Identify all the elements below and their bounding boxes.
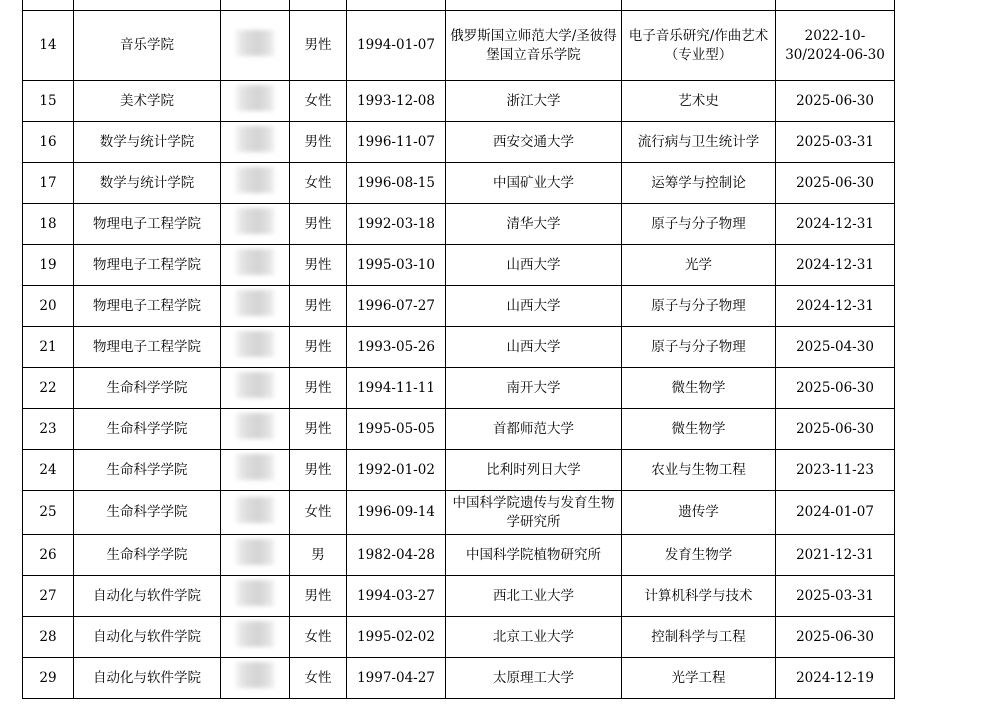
cell-number-text: 26	[39, 546, 57, 563]
table-row	[23, 286, 895, 327]
cell-number-text: 24	[39, 461, 57, 478]
cell-gender-text: 男性	[304, 215, 332, 232]
cell-gender	[290, 658, 347, 699]
table-row	[23, 163, 895, 204]
cell-major	[622, 409, 776, 450]
cell-graduate-school	[446, 245, 622, 286]
cell-birthdate-text: 1994-01-07	[357, 37, 435, 53]
cell-date	[776, 658, 895, 699]
cell-number-text: 14	[39, 37, 57, 53]
cell-graduate-school	[446, 327, 622, 368]
cell-birthdate-text: 1994-03-27	[357, 587, 435, 604]
cell-birthdate-text: 1993-05-26	[357, 338, 435, 355]
cell-birthdate	[347, 81, 446, 122]
cell-graduate-school-text: 山西大学	[506, 256, 561, 273]
cell-college-text: 生命科学学院	[106, 420, 188, 437]
cell-name-redacted	[221, 204, 290, 245]
cell-major	[622, 535, 776, 576]
cell-major	[622, 122, 776, 163]
cell-college	[74, 11, 221, 81]
cell-college	[74, 286, 221, 327]
cell-number-text: 19	[39, 256, 57, 273]
cell-college	[74, 658, 221, 699]
cell-date-text: 2025-06-30	[796, 628, 874, 645]
cell-major-text: 微生物学	[671, 420, 726, 437]
cell-date	[776, 11, 895, 81]
cell-date	[776, 204, 895, 245]
cell-date	[776, 163, 895, 204]
redaction-blur	[236, 290, 274, 316]
cell-major	[622, 163, 776, 204]
cell-date-text: 2023-11-23	[796, 461, 874, 478]
table-row	[23, 409, 895, 450]
cell-graduate-school	[446, 409, 622, 450]
cell-gender-text: 女性	[304, 504, 332, 520]
cell-graduate-school-text: 比利时列日大学	[486, 461, 581, 478]
cell-gender	[290, 11, 347, 81]
cell-date-text: 2021-12-31	[796, 546, 874, 563]
cell-birthdate	[347, 11, 446, 81]
cell-college	[74, 450, 221, 491]
redaction-blur	[236, 167, 274, 193]
cell-birthdate	[347, 409, 446, 450]
cell-date	[776, 450, 895, 491]
cell-date-text: 2024-12-19	[796, 669, 874, 686]
cell-birthdate	[347, 450, 446, 491]
table-row	[23, 491, 895, 535]
cell-name-redacted	[221, 81, 290, 122]
cell-college	[74, 204, 221, 245]
cell-birthdate-text: 1992-03-18	[357, 215, 435, 232]
cell-major	[622, 245, 776, 286]
redaction-blur	[236, 372, 274, 398]
cell-graduate-school	[446, 535, 622, 576]
cell-graduate-school	[446, 122, 622, 163]
cell-graduate-school	[446, 11, 622, 81]
cell-gender-text: 女性	[304, 628, 332, 645]
cell-college	[74, 245, 221, 286]
cell-name-redacted	[221, 327, 290, 368]
cell-number-text: 22	[39, 379, 57, 396]
cell-name-redacted	[221, 535, 290, 576]
cell-major	[622, 11, 776, 81]
roster-body	[23, 0, 895, 699]
cell-gender-text: 女性	[304, 669, 332, 686]
cell-gender	[290, 245, 347, 286]
cell-graduate-school-text: 西北工业大学	[493, 587, 574, 604]
cell-graduate-school-text: 太原理工大学	[493, 669, 574, 686]
cell-birthdate-text: 1997-04-27	[357, 669, 435, 686]
cell-name-redacted	[221, 658, 290, 699]
cell-number-text: 16	[39, 133, 57, 150]
cell-gender-text: 男性	[304, 587, 332, 604]
cell-date-text: 2024-01-07	[796, 504, 874, 520]
cell-birthdate	[347, 204, 446, 245]
cell-gender-text: 男	[311, 546, 325, 563]
cell-date-text: 2022-10-30/2024-06-30	[785, 27, 885, 63]
redaction-blur	[236, 331, 274, 357]
cell-date-text: 2025-06-30	[796, 174, 874, 191]
cell-gender-text: 男性	[304, 133, 332, 150]
cell-number	[23, 11, 74, 81]
cell-gender	[290, 122, 347, 163]
redaction-blur	[236, 621, 274, 647]
cell-major	[622, 204, 776, 245]
cell-graduate-school-text: 北京工业大学	[493, 628, 574, 645]
redaction-blur	[236, 30, 274, 56]
cell-birthdate	[347, 535, 446, 576]
cell-college	[74, 576, 221, 617]
cell-name-redacted	[221, 409, 290, 450]
table-row	[23, 122, 895, 163]
cell-number	[23, 409, 74, 450]
cell-college-text: 物理电子工程学院	[93, 256, 201, 273]
cell-college-text: 生命科学学院	[106, 461, 188, 478]
table-row	[23, 617, 895, 658]
cell-number-text: 18	[39, 215, 57, 232]
redaction-blur	[236, 580, 274, 606]
cell-major	[622, 658, 776, 699]
cell-date	[776, 122, 895, 163]
cell-major	[622, 368, 776, 409]
table-row	[23, 658, 895, 699]
cell-college	[74, 163, 221, 204]
cell-college-text: 生命科学学院	[106, 546, 188, 563]
cell-number-text: 23	[39, 420, 57, 437]
cell-college	[74, 617, 221, 658]
table-row	[23, 81, 895, 122]
cell-college-text: 物理电子工程学院	[93, 215, 201, 232]
cell-number	[23, 81, 74, 122]
cell-date-text: 2024-12-31	[796, 297, 874, 314]
cell-name-redacted	[221, 11, 290, 81]
cell-major-text: 原子与分子物理	[651, 338, 746, 355]
cell-major	[622, 617, 776, 658]
cell-major-text: 控制科学与工程	[651, 628, 746, 645]
cell-gender	[290, 81, 347, 122]
table-row	[23, 204, 895, 245]
cell-college-text: 美术学院	[120, 92, 174, 109]
cell-number-text: 20	[39, 297, 57, 314]
cell-number	[23, 491, 74, 535]
cell-graduate-school	[446, 368, 622, 409]
cell-gender	[290, 617, 347, 658]
cell-college-text: 生命科学学院	[106, 379, 188, 396]
table-row-partial	[23, 0, 895, 11]
cell-college-text: 数学与统计学院	[99, 174, 195, 191]
cell-number-text: 27	[39, 587, 57, 604]
cell-number	[23, 535, 74, 576]
cell-birthdate-text: 1982-04-28	[357, 546, 435, 563]
cell-graduate-school	[446, 450, 622, 491]
cell-gender-text: 男性	[304, 297, 332, 314]
cell-college-text: 物理电子工程学院	[93, 338, 201, 355]
cell-birthdate	[347, 327, 446, 368]
cell-number	[23, 122, 74, 163]
cell-graduate-school-text: 浙江大学	[506, 92, 561, 109]
cell-major-text: 原子与分子物理	[651, 297, 746, 314]
cell-major-text: 农业与生物工程	[651, 461, 746, 478]
cell-name-redacted	[221, 286, 290, 327]
cell-graduate-school-text: 山西大学	[506, 297, 561, 314]
cell-major	[622, 286, 776, 327]
redaction-blur	[236, 85, 274, 111]
redaction-blur	[236, 126, 274, 152]
cell-gender-text: 男性	[304, 461, 332, 478]
cell-number	[23, 368, 74, 409]
cell-major-text: 遗传学	[678, 504, 719, 520]
cell-gender	[290, 368, 347, 409]
cell-gender-text: 男性	[304, 37, 332, 53]
cell-date	[776, 327, 895, 368]
cell-date	[776, 576, 895, 617]
cell-date	[776, 81, 895, 122]
roster-table	[22, 0, 895, 699]
table-row	[23, 368, 895, 409]
cell-birthdate-text: 1995-05-05	[357, 420, 435, 437]
cell-number	[23, 576, 74, 617]
cell-major-text: 流行病与卫生统计学	[637, 133, 760, 150]
redaction-blur	[236, 208, 274, 234]
cell-major-text: 发育生物学	[664, 546, 733, 563]
cell-college-text: 音乐学院	[120, 37, 174, 53]
cell-date-text: 2025-06-30	[796, 379, 874, 396]
redaction-blur	[236, 249, 274, 275]
cell-date	[776, 286, 895, 327]
cell-graduate-school-text: 山西大学	[506, 338, 561, 355]
cell-gender-text: 女性	[304, 174, 332, 191]
cell-gender	[290, 491, 347, 535]
cell-birthdate	[347, 286, 446, 327]
cell-birthdate	[347, 163, 446, 204]
cell-major	[622, 81, 776, 122]
redaction-blur	[236, 413, 274, 439]
cell-gender-text: 女性	[304, 92, 332, 109]
cell-birthdate-text: 1995-02-02	[357, 628, 435, 645]
cell-college-text: 物理电子工程学院	[93, 297, 201, 314]
cell-number	[23, 327, 74, 368]
cell-college-text: 自动化与软件学院	[93, 628, 201, 645]
cell-graduate-school-text: 中国矿业大学	[493, 174, 574, 191]
cell-name-redacted	[221, 163, 290, 204]
cell-gender	[290, 450, 347, 491]
cell-birthdate	[347, 658, 446, 699]
cell-gender	[290, 576, 347, 617]
cell-college	[74, 122, 221, 163]
cell-date	[776, 617, 895, 658]
cell-graduate-school	[446, 617, 622, 658]
cell-date	[776, 535, 895, 576]
cell-graduate-school	[446, 204, 622, 245]
cell-gender	[290, 535, 347, 576]
cell-graduate-school-text: 首都师范大学	[493, 420, 574, 437]
cell-college-text: 生命科学学院	[106, 504, 188, 520]
cell-birthdate	[347, 617, 446, 658]
cell-gender	[290, 163, 347, 204]
cell-gender-text: 男性	[304, 338, 332, 355]
cell-date-text: 2025-03-31	[796, 587, 874, 604]
cell-date-text: 2025-06-30	[796, 420, 874, 437]
cell-date-text: 2024-12-31	[796, 256, 874, 273]
cell-name-redacted	[221, 576, 290, 617]
cell-birthdate	[347, 368, 446, 409]
table-row	[23, 576, 895, 617]
cell-birthdate-text: 1996-08-15	[357, 174, 435, 191]
cell-graduate-school	[446, 576, 622, 617]
cell-gender-text: 男性	[304, 420, 332, 437]
cell-college	[74, 491, 221, 535]
table-row	[23, 245, 895, 286]
table-row	[23, 535, 895, 576]
cell-major-text: 原子与分子物理	[651, 215, 746, 232]
cell-graduate-school-text: 中国科学院植物研究所	[466, 546, 601, 563]
cell-date	[776, 491, 895, 535]
cell-number-text: 15	[39, 92, 57, 109]
cell-major	[622, 491, 776, 535]
cell-graduate-school-text: 西安交通大学	[493, 133, 574, 150]
cell-college	[74, 535, 221, 576]
cell-gender	[290, 204, 347, 245]
cell-number	[23, 617, 74, 658]
cell-name-redacted	[221, 491, 290, 535]
cell-date-text: 2025-03-31	[796, 133, 874, 150]
cell-major	[622, 327, 776, 368]
cell-number-text: 21	[39, 338, 57, 355]
cell-date	[776, 368, 895, 409]
cell-gender-text: 男性	[304, 256, 332, 273]
cell-gender	[290, 286, 347, 327]
cell-number	[23, 658, 74, 699]
cell-birthdate-text: 1994-11-11	[357, 379, 435, 396]
cell-birthdate	[347, 245, 446, 286]
cell-gender	[290, 409, 347, 450]
cell-birthdate-text: 1993-12-08	[357, 92, 435, 109]
cell-number	[23, 204, 74, 245]
cell-gender-text: 男性	[304, 379, 332, 396]
cell-major-text: 运筹学与控制论	[651, 174, 746, 191]
cell-birthdate	[347, 576, 446, 617]
cell-number	[23, 286, 74, 327]
cell-birthdate-text: 1996-07-27	[357, 297, 435, 314]
table-row	[23, 450, 895, 491]
cell-major-text: 电子音乐研究/作曲艺术（专业型）	[628, 27, 769, 63]
cell-date	[776, 245, 895, 286]
cell-graduate-school-text: 清华大学	[506, 215, 561, 232]
cell-college-text: 自动化与软件学院	[93, 669, 201, 686]
cell-birthdate-text: 1996-11-07	[357, 133, 435, 150]
cell-graduate-school-text: 中国科学院遗传与发育生物学研究所	[452, 494, 615, 530]
cell-college	[74, 368, 221, 409]
cell-graduate-school-text: 南开大学	[506, 379, 561, 396]
cell-graduate-school	[446, 286, 622, 327]
cell-number-text: 28	[39, 628, 57, 645]
redaction-blur	[236, 497, 274, 523]
cell-number	[23, 163, 74, 204]
cell-birthdate-text: 1992-01-02	[357, 461, 435, 478]
cell-graduate-school	[446, 81, 622, 122]
cell-name-redacted	[221, 368, 290, 409]
cell-birthdate	[347, 122, 446, 163]
cell-college	[74, 327, 221, 368]
cell-gender	[290, 327, 347, 368]
cell-major-text: 计算机科学与技术	[644, 587, 753, 604]
cell-graduate-school	[446, 491, 622, 535]
cell-graduate-school	[446, 163, 622, 204]
table-row	[23, 11, 895, 81]
cell-major-text: 微生物学	[671, 379, 726, 396]
cell-college	[74, 81, 221, 122]
cell-major-text: 光学	[685, 256, 712, 273]
redaction-blur	[236, 662, 274, 688]
cell-name-redacted	[221, 617, 290, 658]
cell-major	[622, 450, 776, 491]
cell-birthdate-text: 1996-09-14	[357, 504, 435, 520]
cell-number-text: 25	[39, 504, 57, 520]
redaction-blur	[236, 539, 274, 565]
cell-number-text: 29	[39, 669, 57, 686]
cell-number	[23, 245, 74, 286]
redaction-blur	[236, 454, 274, 480]
cell-name-redacted	[221, 450, 290, 491]
cell-name-redacted	[221, 122, 290, 163]
cell-date-text: 2024-12-31	[796, 215, 874, 232]
cell-date-text: 2025-04-30	[796, 338, 874, 355]
cell-major-text: 艺术史	[678, 92, 719, 109]
cell-date-text: 2025-06-30	[796, 92, 874, 109]
cell-college-text: 数学与统计学院	[99, 133, 195, 150]
cell-college	[74, 409, 221, 450]
cell-graduate-school	[446, 658, 622, 699]
table-row	[23, 327, 895, 368]
cell-college-text: 自动化与软件学院	[93, 587, 201, 604]
cell-name-redacted	[221, 245, 290, 286]
cell-major	[622, 576, 776, 617]
cell-number	[23, 450, 74, 491]
cell-major-text: 光学工程	[671, 669, 726, 686]
cell-date	[776, 409, 895, 450]
cell-birthdate	[347, 491, 446, 535]
cell-number-text: 17	[39, 174, 57, 191]
cell-birthdate-text: 1995-03-10	[357, 256, 435, 273]
cell-graduate-school-text: 俄罗斯国立师范大学/圣彼得堡国立音乐学院	[450, 27, 617, 63]
